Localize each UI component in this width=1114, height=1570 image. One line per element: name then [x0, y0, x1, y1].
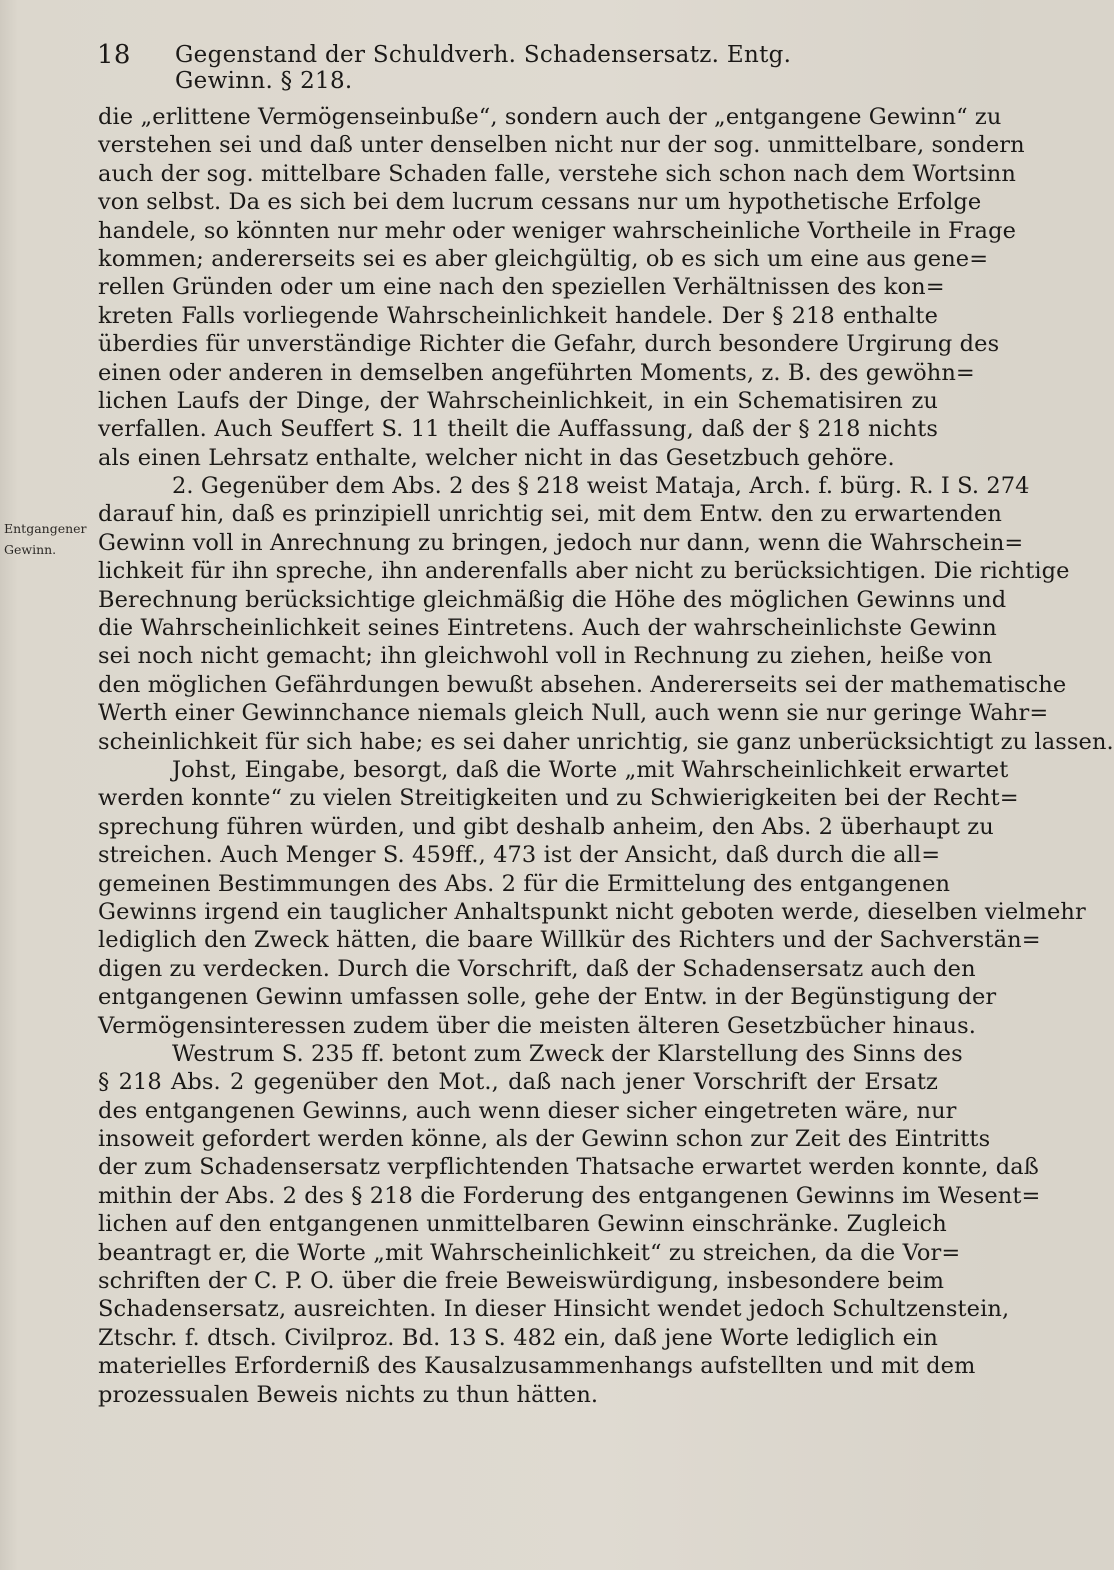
text-line: darauf hin, daß es prinzipiell unrichtig sei, mit dem Entw. den zu erwartenden	[98, 501, 1002, 528]
running-title: Gegenstand der Schuldverh. Schadensersatz. Entg. Gewinn. § 218.	[175, 42, 792, 94]
text-line: werden konnte“ zu vielen Streitigkeiten und zu Schwierigkeiten bei der Recht=	[98, 785, 1019, 812]
margin-note-line: Entgangener	[4, 521, 87, 536]
text-line: § 218 Abs. 2 gegenüber den Mot., daß nach jener Vorschrift der Ersatz	[98, 1069, 938, 1096]
text-line: auch der sog. mittelbare Schaden falle, verstehe sich schon nach dem Wortsinn	[98, 160, 1016, 187]
text-line: gemeinen Bestimmungen des Abs. 2 für die Ermittelung des entgangenen	[98, 870, 951, 897]
text-line: rellen Gründen oder um eine nach den speziellen Verhältnissen des kon=	[98, 274, 945, 301]
text-line: sei noch nicht gemacht; ihn gleichwohl voll in Rechnung zu ziehen, heiße von	[98, 643, 993, 670]
text-line: schriften der C. P. O. über die freie Beweiswürdigung, insbesondere beim	[98, 1268, 945, 1295]
text-line: des entgangenen Gewinns, auch wenn dieser sicher eingetreten wäre, nur	[98, 1097, 957, 1124]
text-line: sprechung führen würden, und gibt deshalb anheim, den Abs. 2 überhaupt zu	[98, 813, 994, 840]
text-line: Johst, Eingabe, besorgt, daß die Worte „mit Wahrscheinlichkeit erwartet	[172, 756, 1009, 783]
text-line: kommen; andererseits sei es aber gleichgültig, ob es sich um eine aus gene=	[98, 245, 989, 272]
text-line: beantragt er, die Worte „mit Wahrscheinlichkeit“ zu streichen, da die Vor=	[98, 1239, 961, 1266]
text-line: überdies für unverständige Richter die Gefahr, durch besondere Urgirung des	[98, 331, 1000, 358]
text-line: insoweit gefordert werden könne, als der Gewinn schon zur Zeit des Eintritts	[98, 1126, 991, 1153]
text-line: als einen Lehrsatz enthalte, welcher nicht in das Gesetzbuch gehöre.	[98, 444, 895, 471]
margin-note	[4, 518, 96, 560]
text-line: mithin der Abs. 2 des § 218 die Forderung des entgangenen Gewinns im Wesent=	[98, 1182, 1041, 1209]
text-line: Berechnung berücksichtige gleichmäßig die Höhe des möglichen Gewinns und	[98, 586, 1007, 613]
page-header	[97, 40, 857, 94]
body-text	[98, 103, 1114, 1409]
text-line: die „erlittene Vermögenseinbuße“, sondern auch der „entgangene Gewinn“ zu	[98, 104, 1002, 130]
text-line: die Wahrscheinlichkeit seines Eintretens. Auch der wahrscheinlichste Gewinn	[98, 615, 997, 642]
text-line: lichen Laufs der Dinge, der Wahrscheinlichkeit, in ein Schematisiren zu	[98, 387, 938, 414]
page-number: 18	[97, 40, 131, 70]
text-line: Ztschr. f. dtsch. Civilproz. Bd. 13 S. 482 ein, daß jene Worte lediglich ein	[98, 1324, 938, 1351]
text-line: kreten Falls vorliegende Wahrscheinlichkeit handele. Der § 218 enthalte	[98, 302, 938, 329]
text-line: der zum Schadensersatz verpflichtenden Thatsache erwartet werden konnte, daß	[98, 1154, 1039, 1181]
text-line: Werth einer Gewinnchance niemals gleich Null, auch wenn sie nur geringe Wahr=	[98, 700, 1049, 727]
text-line: entgangenen Gewinn umfassen solle, gehe der Entw. in der Begünstigung der	[98, 984, 997, 1011]
text-line: scheinlichkeit für sich habe; es sei daher unrichtig, sie ganz unberücksichtigt zu lassen.	[98, 728, 1114, 755]
text-line: Gewinns irgend ein tauglicher Anhaltspunkt nicht geboten werde, dieselben vielmehr	[98, 898, 1086, 925]
text-line: von selbst. Da es sich bei dem lucrum cessans nur um hypothetische Erfolge	[98, 189, 982, 216]
text-line: digen zu verdecken. Durch die Vorschrift, daß der Schadensersatz auch den	[98, 955, 976, 982]
text-line: streichen. Auch Menger S. 459ff., 473 ist der Ansicht, daß durch die all=	[98, 842, 941, 869]
text-line: handele, so könnten nur mehr oder weniger wahrscheinliche Vortheile in Frage	[98, 217, 1016, 244]
text-line: lichkeit für ihn spreche, ihn anderenfalls aber nicht zu berücksichtigen. Die richtige	[98, 558, 1070, 585]
text-line: den möglichen Gefährdungen bewußt absehen. Andererseits sei der mathematische	[98, 671, 1067, 698]
text-line: verstehen sei und daß unter denselben nicht nur der sog. unmittelbare, sondern	[98, 132, 1025, 159]
text-line: lediglich den Zweck hätten, die baare Willkür des Richters und der Sachverstän=	[98, 927, 1041, 954]
text-line: Schadensersatz, ausreichten. In dieser Hinsicht wendet jedoch Schultzenstein,	[98, 1296, 1010, 1323]
text-line: materielles Erforderniß des Kausalzusammenhangs aufstellten und mit dem	[98, 1353, 976, 1380]
text-line: Gewinn voll in Anrechnung zu bringen, jedoch nur dann, wenn die Wahrschein=	[98, 529, 1024, 556]
text-line: Vermögensinteressen zudem über die meisten älteren Gesetzbücher hinaus.	[98, 1012, 977, 1039]
text-line: 2. Gegenüber dem Abs. 2 des § 218 weist Mataja, Arch. f. bürg. R. I S. 274	[172, 473, 1030, 500]
margin-note-line: Gewinn.	[4, 542, 57, 557]
text-line: einen oder anderen in demselben angeführten Moments, z. B. des gewöhn=	[98, 359, 975, 386]
text-line: verfallen. Auch Seuffert S. 11 theilt die Auffassung, daß der § 218 nichts	[98, 416, 938, 443]
text-line: prozessualen Beweis nichts zu thun hätten.	[98, 1381, 599, 1408]
text-line: Westrum S. 235 ff. betont zum Zweck der Klarstellung des Sinns des	[172, 1040, 963, 1067]
text-line: lichen auf den entgangenen unmittelbaren Gewinn einschränke. Zugleich	[98, 1211, 947, 1238]
